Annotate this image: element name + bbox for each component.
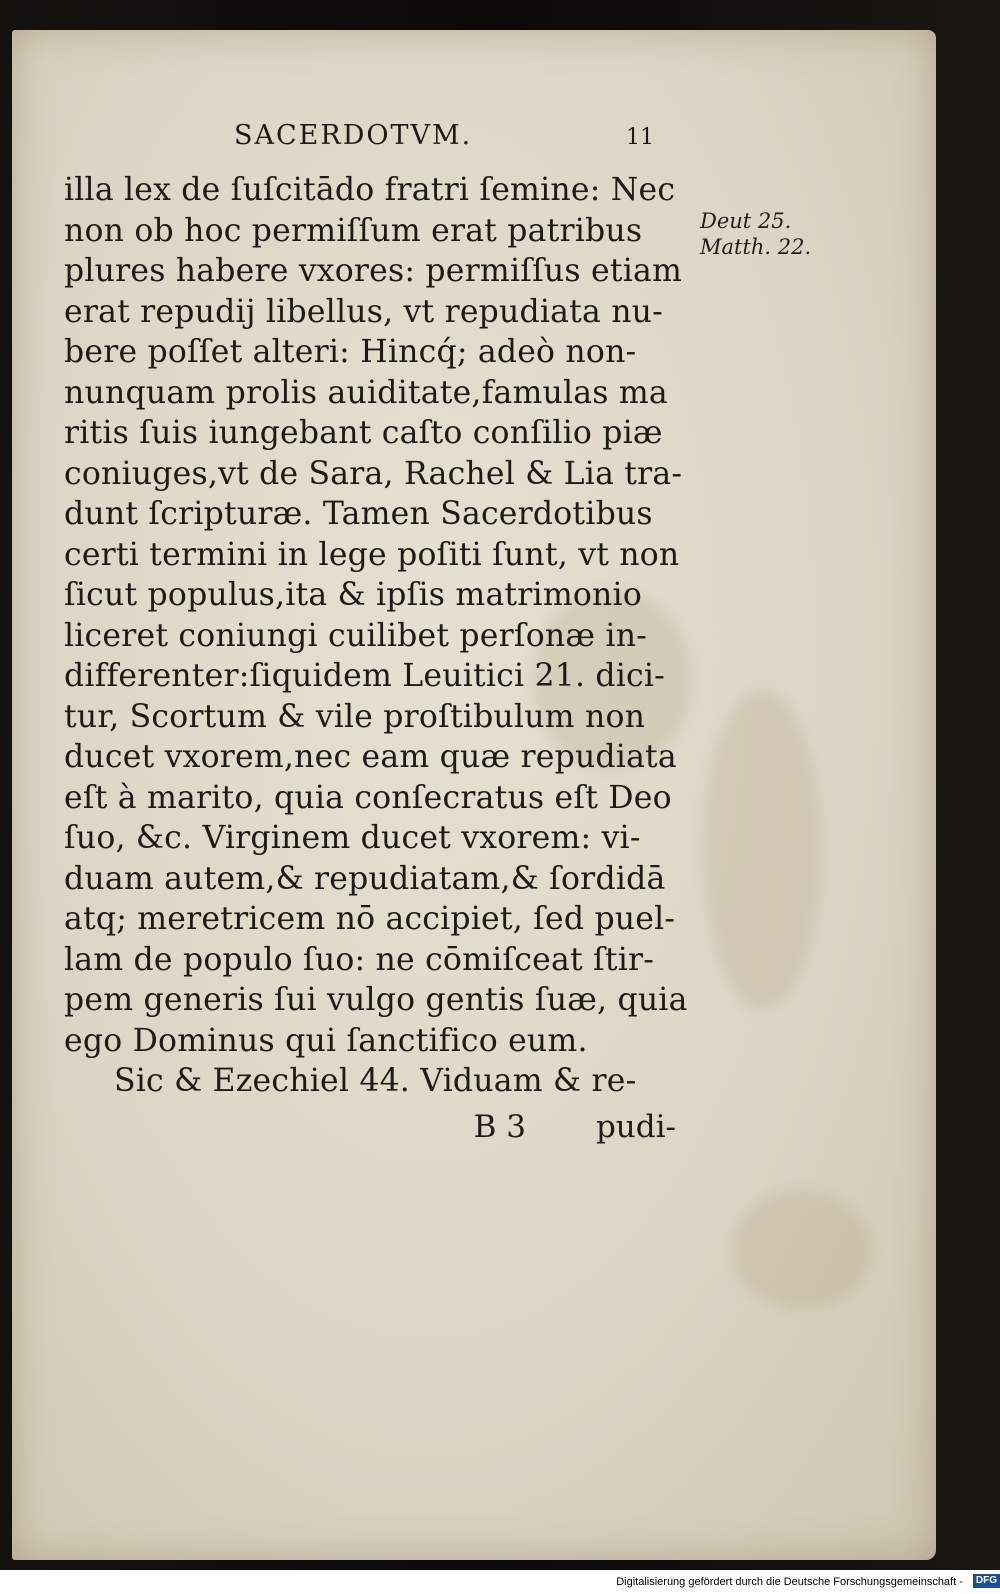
text-line: atq; meretricem nō accipiet, ſed puel-: [64, 901, 676, 937]
text-line: certi termini in lege poſiti ſunt, vt non: [64, 536, 680, 573]
text-line: ritis ſuis iungebant caſto conſilio piæ: [64, 415, 663, 451]
running-title: SACERDOTVM.: [234, 120, 473, 151]
catchword: pudi-: [595, 1108, 676, 1145]
page-number: 11: [626, 125, 654, 150]
text-line: Sic & Ezechiel 44. Viduam & re-: [114, 1063, 637, 1099]
text-line: non ob hoc permiſſum erat patribus: [64, 212, 643, 249]
marginal-note: Deut 25.: [700, 209, 792, 233]
text-block: [64, 120, 694, 1152]
text-line: dunt ſcripturæ. Tamen Sacerdotibus: [64, 496, 653, 532]
running-head: [64, 120, 694, 170]
text-line: liceret coniungi cuilibet perſonæ in-: [64, 617, 648, 654]
text-line: lam de populo ſuo: ne cōmiſceat ſtir-: [64, 941, 655, 978]
paper-stain: [702, 690, 822, 1010]
text-line: plures habere vxores: permiſſus etiam: [64, 253, 683, 289]
marginal-note: Matth. 22.: [700, 235, 812, 259]
text-line: ducet vxorem,nec eam quæ repudiata: [64, 739, 677, 775]
footer-bar: [0, 1570, 1000, 1594]
paper-stain: [732, 1190, 872, 1310]
text-line: coniuges,vt de Sara, Rachel & Lia tra-: [64, 455, 683, 492]
footer-credit: Digitalisierung gefördert durch die Deutsche Forschungsgemeinschaft -: [616, 1576, 963, 1588]
marginalia: [700, 208, 830, 260]
dfg-logo-icon: DFG: [973, 1574, 1000, 1588]
signature-mark: B 3: [473, 1108, 526, 1145]
text-line: nunquam prolis auiditate,famulas ma: [64, 374, 668, 411]
text-line: bere poſſet alteri: Hincq́; adeò non-: [64, 334, 637, 370]
text-line: ſicut populus,ita & ipſis matrimonio: [64, 577, 642, 613]
text-line: eſt à marito, quia conſecratus eſt Deo: [64, 779, 672, 816]
text-line: differenter:ſiquidem Leuitici 21. dici-: [64, 658, 665, 694]
text-line: tur, Scortum & vile proſtibulum non: [64, 698, 646, 735]
text-line: pem generis ſui vulgo gentis ſuæ, quia: [64, 982, 688, 1018]
catchline: [64, 1102, 694, 1152]
text-line: ſuo, &c. Virginem ducet vxorem: vi-: [64, 820, 641, 856]
text-line: erat repudij libellus, vt repudiata nu-: [64, 293, 664, 330]
text-line: ego Dominus qui ſanctifico eum.: [64, 1022, 588, 1059]
text-line: illa lex de ſuſcitādo fratri ſemine: Nec: [64, 172, 676, 208]
text-line: duam autem,& repudiatam,& ſordidā: [64, 860, 666, 897]
